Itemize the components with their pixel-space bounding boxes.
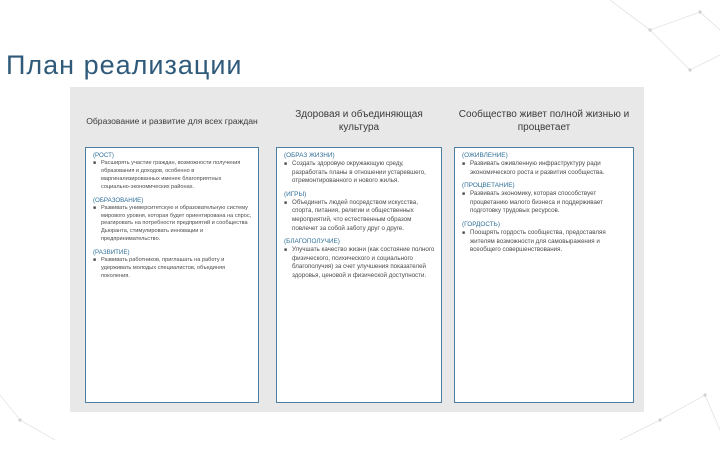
section	[93, 196, 252, 245]
bullet-icon: ■	[284, 247, 288, 254]
section	[284, 237, 435, 280]
section-title: (ГОРДОСТЬ)	[462, 220, 500, 228]
bullet-icon: ■	[93, 160, 97, 166]
bullet-text: Поощрять гордость сообщества, предоставляя жителям возможности для самовыражения и всеобщего совершенствования.	[470, 228, 606, 254]
bullet-text: Расширять участие граждан, возможности получения образования и доходов, особенно в маргинализированных именее благоприятных социально-экономических районах.	[101, 160, 241, 190]
column-box	[276, 147, 442, 403]
bullet-icon: ■	[93, 204, 97, 211]
bullet-text: Развивать экономику, которая способствует процветанию малого бизнеса и поддерживает подготовку трудовых ресурсов.	[470, 190, 603, 215]
bullet-text: Создать здоровую окружающую среду, разработать планы в отношении устаревшего, отремонтированного и нового жилья.	[292, 160, 426, 185]
column-culture	[276, 87, 442, 412]
bullet-icon: ■	[462, 191, 466, 198]
section	[462, 181, 627, 216]
bullet-item	[93, 257, 252, 281]
plan-panel	[70, 87, 644, 412]
bullet-text: Объединить людей посредством искусства, спорта, питания, религии и общественных мероприятий, что естественным образом повлечет за собой заботу друг о друге.	[292, 198, 418, 232]
column-education	[85, 87, 259, 412]
bullet-item	[93, 160, 252, 192]
section-title: (ОБРАЗ ЖИЗНИ)	[284, 152, 335, 159]
section	[284, 190, 435, 233]
section-title: (ПРОЦВЕТАНИЕ)	[462, 182, 515, 190]
bullet-icon: ■	[284, 161, 288, 167]
bullet-icon: ■	[462, 161, 466, 167]
bullet-item	[93, 205, 252, 245]
section-title: (ОБРАЗОВАНИЕ)	[93, 196, 144, 204]
column-heading: Образование и развитие для всех граждан	[86, 115, 258, 126]
bullet-item	[284, 199, 435, 233]
section	[93, 248, 252, 281]
section	[284, 151, 435, 186]
bullet-icon: ■	[462, 229, 466, 236]
column-heading: Сообщество живет полной жизнью и процветает	[458, 109, 630, 133]
bullet-item	[462, 229, 627, 255]
bullet-item	[462, 190, 627, 216]
bullet-icon: ■	[93, 257, 97, 264]
slide-title: План реализации	[6, 50, 243, 80]
section	[462, 151, 627, 177]
bullet-text: Улучшать качество жизни (как состояние полного физического, психического и социального благополучия) за счет улучшения показателей здоровья, ценовой и физической доступности.	[292, 246, 435, 279]
section-title: (ОЖИВЛЕНИЕ)	[462, 152, 508, 159]
bullet-item	[462, 160, 627, 177]
section-title: (БЛАГОПОЛУЧИЕ)	[284, 238, 340, 246]
bullet-text: Развивать оживленную инфраструктуру ради экономического роста и развития сообщества.	[470, 160, 605, 176]
bullet-item	[284, 160, 435, 186]
bullet-item	[284, 246, 435, 280]
column-box	[85, 147, 259, 403]
column-box	[454, 147, 634, 403]
bullet-icon: ■	[284, 199, 288, 206]
section	[93, 151, 252, 192]
section	[462, 220, 627, 255]
column-heading: Здоровая и объединяющая культура	[295, 109, 423, 133]
column-community	[454, 87, 634, 412]
bullet-text: Развивать университетскую и образовательную систему мирового уровня, которая будет ориентирована на спрос, реагировать на потребности предприятий и сообщества Дьюранта, стимулировать инновации и предпринимательство.	[101, 204, 252, 243]
bullet-text: Развивать работников, приглашать на работу и удерживать молодых специалистов, объединяя поколения.	[101, 257, 226, 279]
section-title: (РОСТ)	[93, 152, 114, 159]
section-title: (РАЗВИТИЕ)	[93, 249, 130, 257]
section-title: (ИГРЫ)	[284, 190, 307, 198]
